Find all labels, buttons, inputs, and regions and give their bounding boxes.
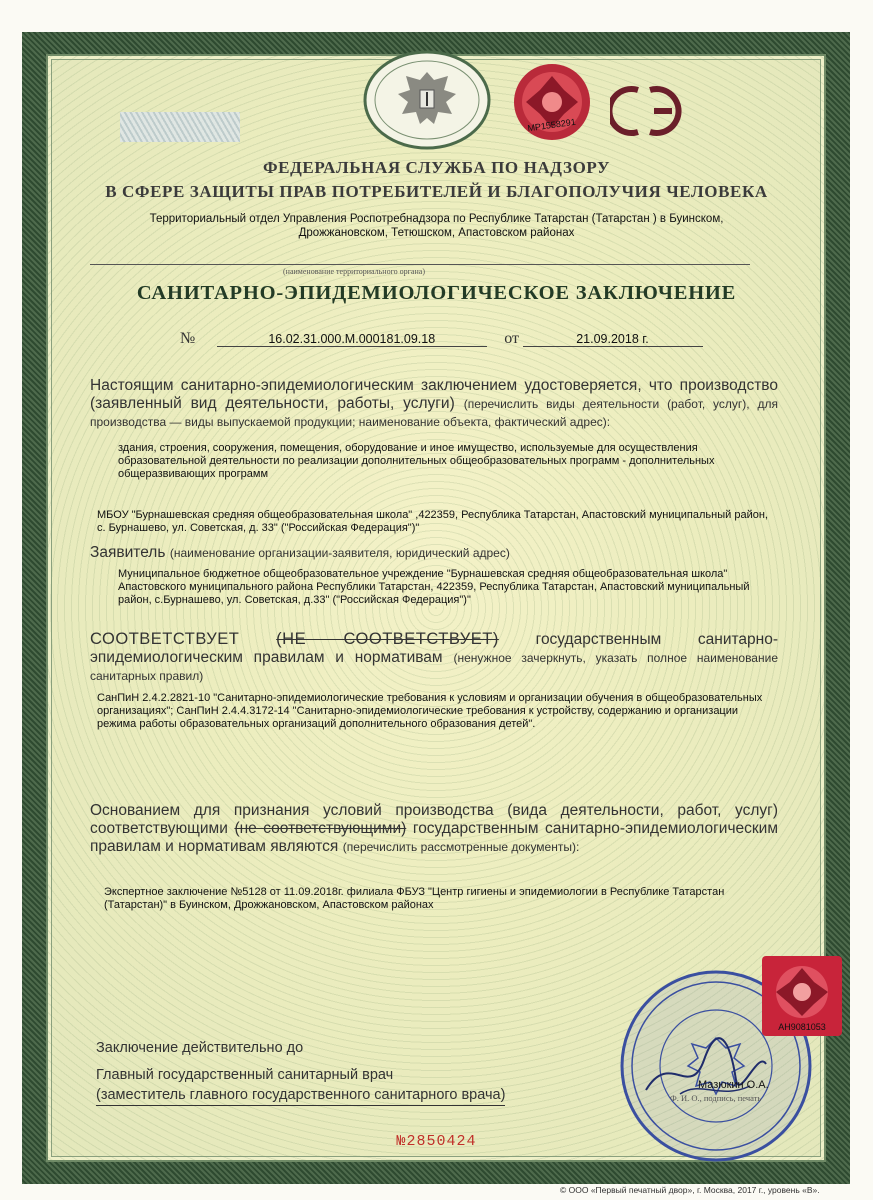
- certificate-number-line: [180, 330, 703, 348]
- document-title: САНИТАРНО-ЭПИДЕМИОЛОГИЧЕСКОЕ ЗАКЛЮЧЕНИЕ: [136, 282, 737, 304]
- hologram-seal: [512, 62, 592, 142]
- signatory-name: Мазюкин О.А.: [698, 1079, 769, 1091]
- compliance-text: государственным санитарно-эпидемиологическим правилам и нормативам: [90, 631, 779, 666]
- applicant-hint: (наименование организации-заявителя, юридический адрес): [169, 546, 510, 560]
- compliance-block: [90, 630, 778, 685]
- basis-text-1: Основанием для признания условий производства (вида деятельности, работ, услуг) соответствующими: [90, 802, 778, 837]
- compliance-hint: (ненужное зачеркнуть, указать полное наименование санитарных правил): [90, 651, 778, 683]
- production-hint: (перечислить виды деятельности (работ, услуг), для производства — виды выпускаемой продукции; наименование объекта, фактический адрес):: [90, 397, 778, 429]
- agency-name: [100, 156, 773, 204]
- basis-text-2: государственным санитарно-эпидемиологическим правилам и нормативам являются: [90, 820, 778, 855]
- production-activities: здания, строения, сооружения, помещения, оборудование и иное имущество, используемые для осуществления образовательной деятельности по реализации дополнительных общеобразовательных программ - дополнительных общеразвивающих программ: [118, 442, 715, 480]
- number-label: №: [180, 330, 196, 347]
- printer-imprint: © ООО «Первый печатный двор», г. Москва, 2017 г., уровень «В».: [560, 1185, 820, 1195]
- applicant-heading: [90, 544, 780, 562]
- production-intro-block: [90, 377, 778, 431]
- basis-strike: (не соответствующими): [234, 820, 407, 837]
- basis-block: [90, 802, 778, 856]
- certificate-number: 16.02.31.000.М.000181.09.18: [217, 332, 487, 347]
- basis-hint: (перечислить рассмотренные документы):: [342, 840, 580, 854]
- se-mark-logo: [610, 84, 690, 138]
- chief-line-1: Главный государственный санитарный врач: [96, 1067, 394, 1083]
- serial-number: №2850424: [396, 1133, 477, 1150]
- signatory-caption: Ф. И. О., подпись, печать: [670, 1093, 762, 1103]
- certificate-date: 21.09.2018 г.: [523, 332, 703, 347]
- valid-until: Заключение действительно до: [96, 1040, 304, 1056]
- applicant-value: Муниципальное бюджетное общеобразовательное учреждение "Бурнашевская средняя общеобразовательная школа" Апастовского муниципального района Республики Татарстан, 422359, Республика Татарстан, Апастовский муниципальный район, с.Бурнашево, ул. Советская, д.33" ("Российская Федерация")": [118, 568, 750, 606]
- hologram-seal-2: [760, 954, 844, 1038]
- production-object: МБОУ "Бурнашевская средняя общеобразовательная школа" ,422359, Республика Татарстан, Апастовский муниципальный район, с. Бурнашево, ул. Советская, д. 33" ("Российская Федерация")": [97, 509, 768, 534]
- department-name: Территориальный отдел Управления Роспотребнадзора по Республике Татарстан (Татарстан ) в Буинском, Дрожжановском, Тетюшском, Апастовском районах: [149, 213, 724, 239]
- chief-line-2: (заместитель главного государственного санитарного врача): [96, 1085, 505, 1106]
- agency-line-2: В СФЕРЕ ЗАЩИТЫ ПРАВ ПОТРЕБИТЕЛЕЙ И БЛАГОПОЛУЧИЯ ЧЕЛОВЕКА: [105, 182, 768, 201]
- conforms-word: СООТВЕТСТВУЕТ: [90, 630, 240, 648]
- chief-doctor: [96, 1065, 616, 1106]
- basis-documents: Экспертное заключение №5128 от 11.09.2018г. филиала ФБУЗ "Центр гигиены и эпидемиологии в Республике Татарстан (Татарстан)" в Буинском, Дрожжановском, Апастовском районах: [104, 886, 725, 911]
- coat-of-arms-emblem: [362, 50, 492, 150]
- production-intro: Настоящим санитарно-эпидемиологическим заключением удостоверяется, что производство (заявленный вид деятельности, работы, услуги): [90, 377, 778, 412]
- divider: [90, 264, 750, 265]
- applicant-label: Заявитель: [90, 544, 166, 561]
- hologram-code: МР1558291: [526, 116, 577, 134]
- department-caption: (наименование территориального органа): [283, 267, 425, 276]
- security-strip: [120, 112, 240, 142]
- agency-line-1: ФЕДЕРАЛЬНАЯ СЛУЖБА ПО НАДЗОРУ: [262, 158, 611, 177]
- not-conforms-word: (НЕ СООТВЕТСТВУЕТ): [276, 630, 499, 648]
- sanitary-rules: СанПиН 2.4.2.2821-10 "Санитарно-эпидемиологические требования к условиям и организации обучения в общеобразовательных организациях"; СанПиН 2.4.4.3172-14 "Санитарно-эпидемиологические требования к устройству, содержанию и организации режима работы образовательных организаций дополнительного образования детей".: [97, 692, 763, 730]
- date-label: от: [504, 330, 520, 347]
- hologram-code-2: АН9081053: [778, 1022, 826, 1032]
